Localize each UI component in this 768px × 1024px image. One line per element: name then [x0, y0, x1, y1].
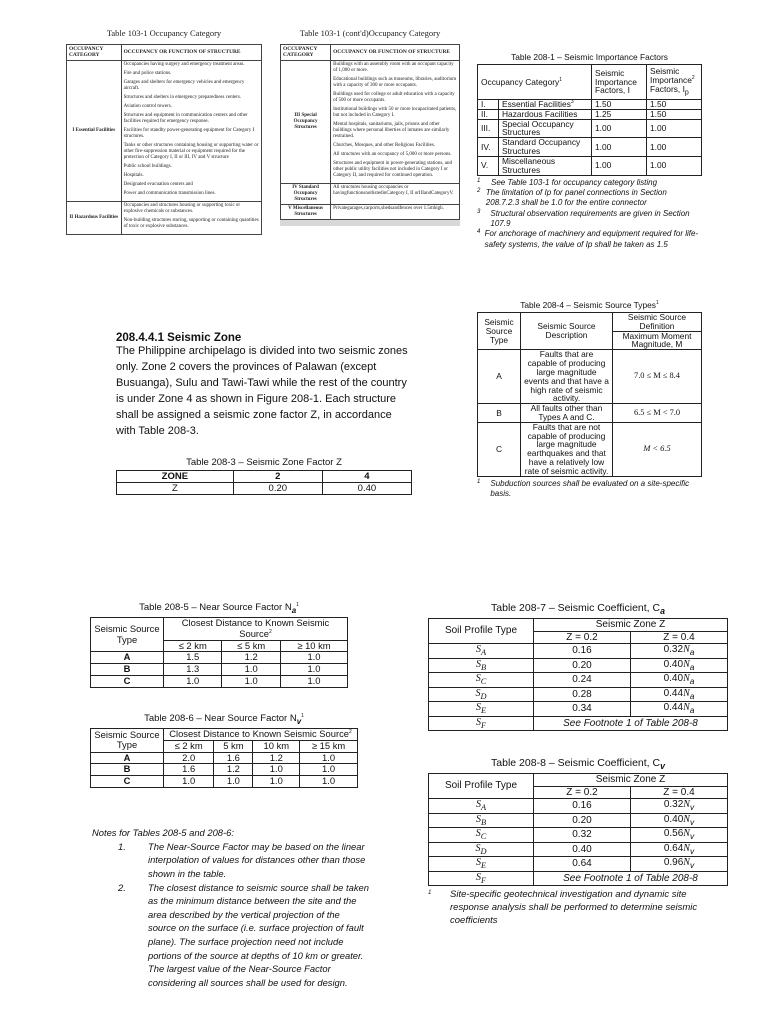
soil-type: $S_F$: [429, 871, 534, 886]
table-208-4-note: 1 Subduction sources shall be evaluated on a site-specific basis.: [477, 478, 690, 499]
coef-z04: $0.40N_a$: [630, 673, 727, 688]
function-cell: [121, 60, 261, 201]
source-description: Faults that are capable of producing large magnitude events and that have a high rate of seismic activity.: [521, 350, 613, 404]
coef-z04: $0.32N_v$: [630, 799, 727, 814]
source-type: A: [91, 652, 164, 664]
table-row: [429, 658, 728, 673]
distance-col: ≤ 2 km: [164, 740, 214, 752]
category-name: Special Occupancy Structures: [499, 119, 592, 138]
function-item: Buildings used for college or adult education with a capacity of 500 or more occupants.: [333, 91, 455, 103]
function-item: Garages and shelters for emergency vehicles and emergency aircraft.: [123, 79, 245, 91]
footnote: 4 For anchorage of machinery and equipment required for life-safety systems, the value of Ip shall be taken as 1.5: [477, 229, 699, 249]
coef-z04: $0.40N_v$: [630, 813, 727, 828]
coef-z04: $0.44N_a$: [630, 702, 727, 717]
source-type: A: [91, 752, 164, 764]
function-item: All structures with an occupancy of 5,000 or more persons.: [333, 151, 452, 157]
function-item: Educational buildings such as museums, libraries, auditorium with a capacity of 300 or more occupants.: [333, 76, 457, 88]
z-value: 0.40: [322, 483, 411, 495]
soil-type: $S_C$: [429, 673, 534, 688]
value-cell: 1.0: [280, 652, 347, 664]
table-row: [67, 60, 262, 201]
function-item: Public school buildings.: [123, 163, 172, 169]
coef-z04: $0.96N_v$: [630, 857, 727, 872]
table-row: [281, 204, 460, 219]
coef-z02: 0.24: [534, 673, 631, 688]
table-row: [91, 676, 348, 688]
value-cell: 1.2: [214, 764, 253, 776]
table-row: [429, 644, 728, 659]
value-cell: 1.2: [253, 752, 300, 764]
coef-z02: 0.40: [534, 842, 631, 857]
coef-z04: $0.64N_v$: [630, 842, 727, 857]
distance-col: ≥ 15 km: [300, 740, 358, 752]
row-number: I.: [478, 100, 499, 110]
function-cell: [331, 183, 460, 204]
factor-ip: 1.00: [647, 138, 702, 157]
coef-z04: $0.56N_v$: [630, 828, 727, 843]
zone-02-header: Z = 0.2: [534, 786, 631, 799]
value-cell: 1.0: [164, 776, 214, 788]
table-208-8-footnote: 1 Site-specific geotechnical investigation and dynamic site response analysis shall be performed to determine seismic coefficients: [428, 889, 698, 927]
footnote: 2 The limitation of Ip for panel connections in Section 208.7.2.3 shall be 1.0 for the entire connector: [477, 187, 667, 208]
table-row: [429, 687, 728, 702]
factor-ip: 1.50: [647, 109, 702, 119]
source-type: C: [91, 776, 164, 788]
table-row: [91, 764, 358, 776]
footnote: 3 Structural observation requirements are given in Section 107.9: [477, 208, 690, 229]
distance-col: ≥ 10 km: [280, 640, 347, 652]
value-cell: 1.5: [164, 652, 222, 664]
near-source-nv-table: [90, 728, 358, 788]
category-name: Standard Occupancy Structures: [499, 138, 592, 157]
footnote-reference: See Footnote 1 of Table 208-8: [534, 716, 728, 731]
soil-type: $S_E$: [429, 857, 534, 872]
function-item: Fire and police stations.: [123, 70, 172, 76]
source-type: A: [478, 350, 521, 404]
table-row: [429, 702, 728, 717]
table-208-7: [428, 602, 728, 731]
zone-2-header: 2: [233, 471, 322, 483]
table-208-3-caption: Table 208-3 – Seismic Zone Factor Z: [186, 457, 342, 468]
table-208-1: [477, 52, 702, 250]
function-item: Occupancies and structures housing or supporting toxic or explosive chemicals or substances.: [123, 202, 241, 214]
category-cell: II Hazardous Facilities: [67, 201, 122, 234]
value-cell: 1.0: [300, 764, 358, 776]
z-value: 0.20: [233, 483, 322, 495]
table-row: [281, 183, 460, 204]
soil-type: $S_D$: [429, 687, 534, 702]
table-row: [429, 828, 728, 843]
source-type-header: Seismic Source Type: [91, 618, 164, 652]
soil-type: $S_D$: [429, 842, 534, 857]
table-row: [478, 156, 702, 175]
table-row: [478, 404, 702, 423]
category-cell: I Essential Facilities: [67, 60, 122, 201]
category-cell: III Special Occupancy Structures: [281, 60, 331, 183]
table-row: [429, 673, 728, 688]
importance-factor-p-header: Seismic Importance$^2$ Factors, $I_p$: [647, 65, 702, 100]
coef-z02: 0.28: [534, 687, 631, 702]
source-description: Faults that are not capable of producing large magnitude earthquakes and that have a relatively low rate of seismic activity.: [521, 422, 613, 476]
occupancy-table-1-caption: Table 103-1 Occupancy Category: [106, 28, 222, 38]
category-cell: IV Standard Occupancy Structures: [281, 183, 331, 204]
value-cell: 1.0: [164, 676, 222, 688]
table-row: [91, 652, 348, 664]
occupancy-category-header: OCCUPANCY CATEGORY: [281, 45, 331, 61]
table-row: [429, 799, 728, 814]
function-item: Facilities for standby power-generating equipment for Category I structures.: [123, 127, 255, 139]
occupancy-function-header: OCCUPANCY OR FUNCTION OF STRUCTURE: [121, 45, 261, 61]
value-cell: 1.3: [164, 664, 222, 676]
coef-z04: $0.44N_a$: [630, 687, 727, 702]
zone-header: ZONE: [117, 471, 234, 483]
zone-04-header: Z = 0.4: [630, 631, 727, 644]
seismic-zone-header: Seismic Zone Z: [534, 774, 728, 787]
table-208-1-notes: [477, 178, 702, 251]
function-item: Institutional buildings with 50 or more incapacitated patients, but not included in Category I.: [333, 106, 457, 118]
table-208-5: [90, 602, 348, 688]
notes-208-5-6: [92, 826, 370, 990]
table-208-4: [477, 300, 702, 499]
value-cell: 2.0: [164, 752, 214, 764]
function-item: Non-building structures storing, supporting or containing quantities of toxic or explosive substances.: [123, 217, 259, 229]
source-type: B: [91, 664, 164, 676]
row-number: III.: [478, 119, 499, 138]
table-row: [478, 350, 702, 404]
category-name: Miscellaneous Structures: [499, 156, 592, 175]
distance-col: 5 km: [214, 740, 253, 752]
function-item: Structures and equipment in communication centers and other facilities required for emergency response.: [123, 112, 248, 124]
function-item: Aviation control towers.: [123, 103, 172, 109]
value-cell: 1.0: [222, 664, 280, 676]
value-cell: 1.0: [253, 764, 300, 776]
soil-type: $S_A$: [429, 799, 534, 814]
occupancy-category-header: Occupancy Category$^1$: [478, 65, 592, 100]
factor-ip: 1.00: [647, 156, 702, 175]
importance-factors-table: [477, 64, 702, 176]
table-208-1-caption: Table 208-1 – Seismic Importance Factors: [511, 52, 668, 62]
occupancy-table-2-caption: Table 103-1 (cont'd)Occupancy Category: [299, 28, 441, 38]
row-number: II.: [478, 109, 499, 119]
table-208-4-caption: Table 208-4 – Seismic Source Types$^1$: [520, 300, 659, 310]
zone-factor-table: [116, 470, 412, 495]
soil-type: $S_C$: [429, 828, 534, 843]
soil-type: $S_B$: [429, 813, 534, 828]
table-208-6-caption: Table 208-6 – Near Source Factor $N_v^1$: [144, 713, 304, 727]
zone-04-header: Z = 0.4: [630, 786, 727, 799]
factor-i: 1.25: [592, 109, 647, 119]
table-row: [429, 813, 728, 828]
seismic-coefficient-ca-table: [428, 618, 728, 731]
source-type: C: [478, 422, 521, 476]
soil-type: $S_F$: [429, 716, 534, 731]
factor-i: 1.50: [592, 100, 647, 110]
function-item: Power and communication transmission lines.: [123, 190, 216, 196]
value-cell: 1.2: [222, 652, 280, 664]
value-cell: 1.0: [280, 664, 347, 676]
table-row: [429, 842, 728, 857]
function-item: Hospitals.: [123, 172, 144, 178]
table-208-7-caption: Table 208-7 – Seismic Coefficient, $C_a$: [491, 602, 665, 617]
function-cell: [331, 60, 460, 183]
max-moment-header: Maximum Moment Magnitude, M: [613, 331, 702, 350]
table-row: [281, 60, 460, 183]
value-cell: 1.6: [214, 752, 253, 764]
factor-i: 1.00: [592, 119, 647, 138]
importance-factor-header: Seismic Importance Factors, I: [592, 65, 647, 100]
coef-z02: 0.16: [534, 644, 631, 659]
function-item: Structures and equipment in power-generating stations, and other public utility facilities not included in Category I or Category II, and required for continued operation.: [333, 160, 453, 178]
coef-z02: 0.64: [534, 857, 631, 872]
near-source-na-table: [90, 617, 348, 688]
table-row: [91, 776, 358, 788]
factor-ip: 1.00: [647, 119, 702, 138]
occupancy-table-1: [66, 28, 262, 235]
table-row: [91, 752, 358, 764]
coef-z02: 0.20: [534, 658, 631, 673]
function-item: Buildings with an assembly room with an occupant capacity of 1,000 or more.: [333, 61, 454, 73]
distance-col: 10 km: [253, 740, 300, 752]
soil-profile-header: Soil Profile Type: [429, 619, 534, 644]
section-heading: 208.4.4.1 Seismic Zone: [116, 332, 242, 344]
source-description-header: Seismic Source Description: [521, 313, 613, 350]
distance-col: ≤ 5 km: [222, 640, 280, 652]
function-item: Tanks or other structures containing housing or supporting water or other fire-suppression material or equipment required for the protection of Category I, II or III, IV and V structure: [123, 142, 259, 160]
occupancy-category-header: OCCUPANCY CATEGORY: [67, 45, 122, 61]
footnote-reference: See Footnote 1 of Table 208-8: [534, 871, 728, 886]
function-item: Mental hospitals, sanitariums, jails, prisons and other buildings where personal liberties of inmates are similarly restrained.: [333, 121, 450, 139]
category-name: Essential Facilities$^3$: [499, 100, 592, 110]
soil-type: $S_A$: [429, 644, 534, 659]
value-cell: 1.0: [300, 776, 358, 788]
z-label: Z: [117, 483, 234, 495]
value-cell: 1.0: [280, 676, 347, 688]
factor-ip: 1.50: [647, 100, 702, 110]
value-cell: 1.0: [300, 752, 358, 764]
function-item: Occupancies having surgery and emergency treatment areas.: [123, 61, 245, 67]
coef-z02: 0.20: [534, 813, 631, 828]
function-cell: [121, 201, 261, 234]
soil-type: $S_E$: [429, 702, 534, 717]
table-row: [478, 100, 702, 110]
magnitude-range: 6.5 ≤ M < 7.0: [613, 404, 702, 423]
source-type: B: [91, 764, 164, 776]
zone-4-header: 4: [322, 471, 411, 483]
distance-col: ≤ 2 km: [164, 640, 222, 652]
table-row: [478, 138, 702, 157]
footnote: 1 See Table 103-1 for occupancy category listing: [477, 177, 658, 187]
value-cell: 1.0: [222, 676, 280, 688]
source-definition-header: Seismic Source Definition: [613, 313, 702, 332]
table-208-3: [116, 457, 412, 495]
source-description: All faults other than Types A and C.: [521, 404, 613, 423]
function-item: Churches, Mosques, and other Religious Facilities.: [333, 142, 436, 148]
function-item: Privategarages,carports,shedsandfences over 1.5mhigh.: [333, 205, 444, 211]
category-cell: V Miscellaneous Structures: [281, 204, 331, 219]
category-name: Hazardous Facilities: [499, 109, 592, 119]
section-paragraph: The Philippine archipelago is divided into two seismic zones only. Zone 2 covers the provinces of Palawan (except Busuanga), Sulu and Tawi-Tawi while the rest of the country is under Zone 4 as shown in Figure 208-1. Each structure shall be assigned a seismic zone factor Z, in accordance with Table 208-3.: [116, 345, 408, 437]
distance-header: Closest Distance to Known Seismic Source$^2$: [164, 729, 358, 741]
factor-i: 1.00: [592, 138, 647, 157]
notes-title: Notes for Tables 208-5 and 208-6:: [92, 827, 234, 838]
seismic-zone-section: [116, 332, 412, 440]
table-row: [478, 422, 702, 476]
source-type-header: Seismic Source Type: [478, 313, 521, 350]
table-row: [429, 871, 728, 886]
coef-z04: $0.32N_a$: [630, 644, 727, 659]
value-cell: 1.0: [214, 776, 253, 788]
table-row: [117, 483, 412, 495]
row-number: IV.: [478, 138, 499, 157]
note-item: 2. The closest distance to seismic source shall be taken as the minimum distance between the site and the area described by the vertical projection of the source on the surface (i.e. surface projection of fault plane). The surface projection need not include portions of the source at depths of 10 km or greater. The largest value of the Near-Source Factor considering all sources shall be used for design.: [118, 881, 369, 988]
table-row: [429, 857, 728, 872]
zone-02-header: Z = 0.2: [534, 631, 631, 644]
table-208-6: [90, 713, 358, 788]
table-row: [478, 119, 702, 138]
magnitude-range: 7.0 ≤ M ≤ 8.4: [613, 350, 702, 404]
seismic-zone-header: Seismic Zone Z: [534, 619, 728, 632]
magnitude-range: M < 6.5: [613, 422, 702, 476]
source-type-header: Seismic Source Type: [91, 729, 164, 753]
distance-header: Closest Distance to Known Seismic Source$^2$: [164, 618, 348, 641]
factor-i: 1.00: [592, 156, 647, 175]
function-cell: [331, 204, 460, 219]
function-item: All structures housing occupancies or havingfunctionsnotlistedinCategory I, II orIIIandCategoryV.: [333, 184, 454, 196]
value-cell: 1.6: [164, 764, 214, 776]
table-208-8-caption: Table 208-8 – Seismic Coefficient, $C_v$: [491, 757, 665, 772]
soil-profile-header: Soil Profile Type: [429, 774, 534, 799]
value-cell: 1.0: [253, 776, 300, 788]
table-208-8: [428, 757, 728, 928]
source-type: B: [478, 404, 521, 423]
table-208-5-caption: Table 208-5 – Near Source Factor $N_a^1$: [139, 602, 299, 616]
row-number: V.: [478, 156, 499, 175]
scan-shadow: [280, 220, 460, 226]
coef-z04: $0.40N_a$: [630, 658, 727, 673]
table-row: [429, 716, 728, 731]
coef-z02: 0.32: [534, 828, 631, 843]
coef-z02: 0.16: [534, 799, 631, 814]
occupancy-table-2-grid: [280, 44, 460, 220]
seismic-source-table: [477, 312, 702, 477]
function-item: Structures and shelters in emergency preparedness centers.: [123, 94, 242, 100]
table-row: [91, 664, 348, 676]
occupancy-table-1-grid: [66, 44, 262, 235]
function-item: Designated evacuation centers and: [123, 181, 193, 187]
coef-z02: 0.34: [534, 702, 631, 717]
occupancy-table-2: [280, 28, 460, 226]
table-row: [478, 109, 702, 119]
soil-type: $S_B$: [429, 658, 534, 673]
source-type: C: [91, 676, 164, 688]
table-row: [67, 201, 262, 234]
occupancy-function-header: OCCUPANCY OR FUNCTION OF STRUCTURE: [331, 45, 460, 61]
seismic-coefficient-cv-table: [428, 773, 728, 886]
note-item: 1. The Near-Source Factor may be based on the linear interpolation of values for distances other than those shown in the table.: [118, 840, 366, 879]
